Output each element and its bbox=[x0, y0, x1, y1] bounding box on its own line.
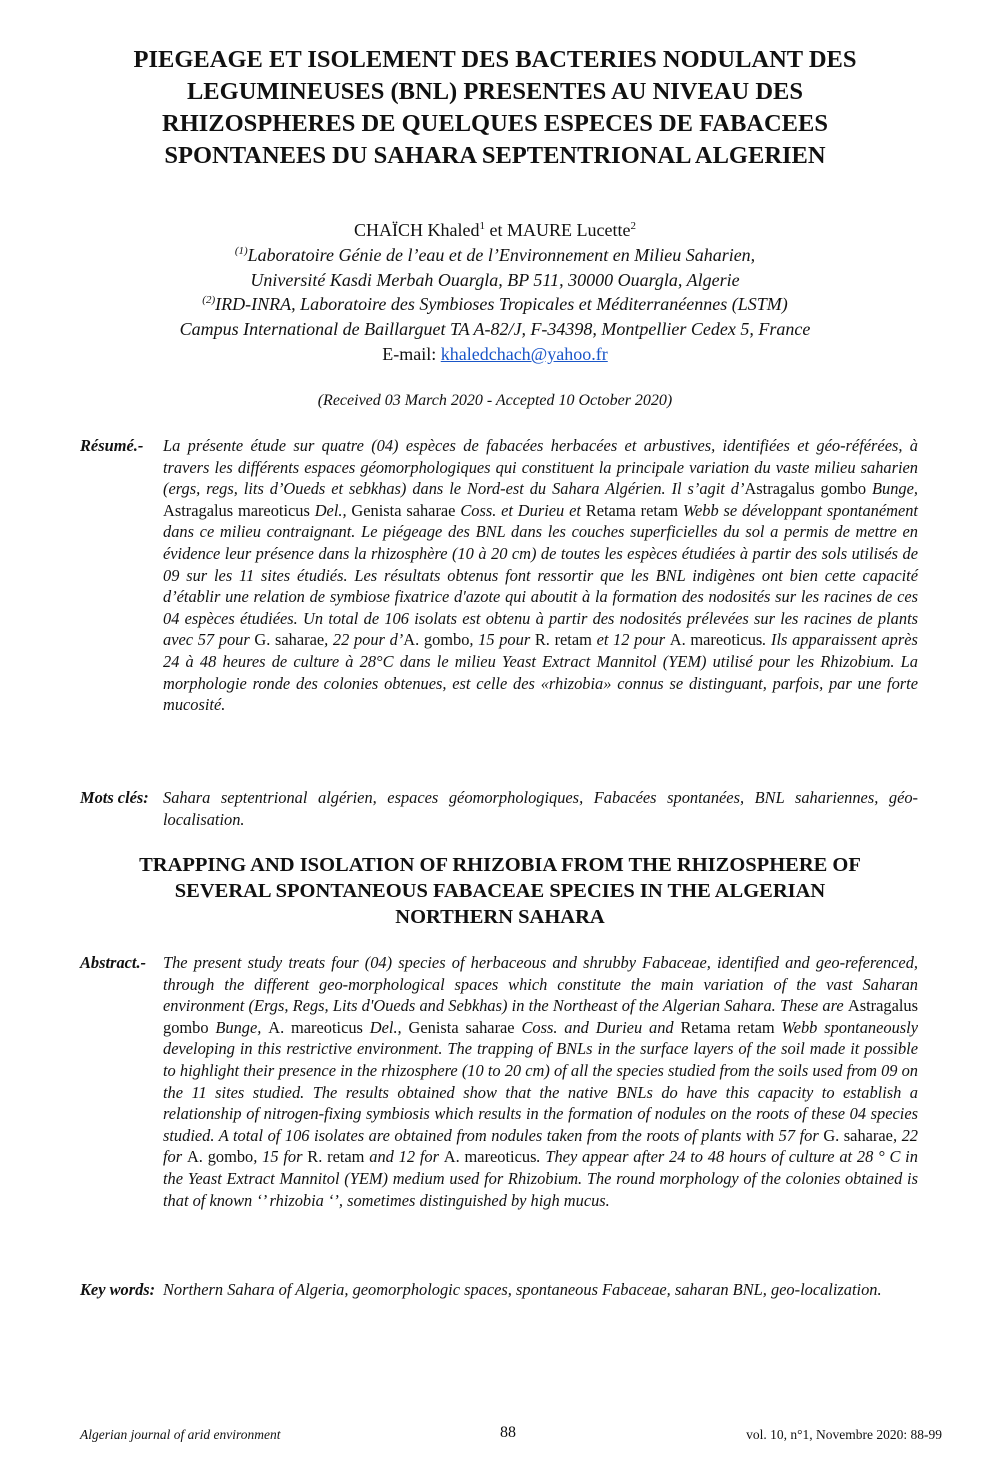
abstract-label: Abstract.- bbox=[80, 953, 147, 972]
french-title-line: RHIZOSPHERES DE QUELQUES ESPECES DE FABACEES bbox=[162, 110, 828, 137]
species-authority: Coss. and Durieu and bbox=[521, 1017, 674, 1037]
french-title-line: PIEGEAGE ET ISOLEMENT DES BACTERIES NODULANT DES bbox=[133, 46, 857, 73]
affiliation-1 bbox=[60, 243, 930, 268]
abstract-text-span: . They appear after 24 to 48 hours of culture at 28 ° C in the Yeast Extract Mannitol (YEM) medium used for Rhizobium. The round morphology of the colonies obtained is that of known ‘’ rhizobia ‘’, sometimes distinguished by high mucus. bbox=[163, 1147, 918, 1210]
key-words-label: Key words: bbox=[80, 1280, 156, 1299]
english-title bbox=[75, 852, 925, 930]
abstract-text bbox=[163, 952, 918, 1211]
affiliation-1-address: Université Kasdi Merbah Ouargla, BP 511, 30000 Ouargla, Algerie bbox=[250, 269, 740, 290]
email-link[interactable]: khaledchach@yahoo.fr bbox=[440, 343, 608, 364]
english-title-line: NORTHERN SAHARA bbox=[395, 906, 605, 928]
english-title-line: SEVERAL SPONTANEOUS FABACEAE SPECIES IN THE ALGERIAN bbox=[174, 880, 826, 902]
species-name: Astragalus gombo bbox=[744, 479, 867, 499]
footer-journal-name: Algerian journal of arid environment bbox=[80, 1427, 281, 1442]
species-name: A. mareoticus bbox=[669, 630, 763, 650]
french-title-line: SPONTANEES DU SAHARA SEPTENTRIONAL ALGERIEN bbox=[164, 142, 826, 169]
affiliation-2 bbox=[60, 292, 930, 317]
species-authority: Coss. et Durieu et bbox=[460, 500, 581, 520]
footer-page-number: 88 bbox=[500, 1424, 516, 1441]
mots-cles-text: Sahara septentrional algérien, espaces géomorphologiques, Fabacées spontanées, BNL sahariennes, géo-localisation. bbox=[163, 788, 918, 829]
key-words-text: Northern Sahara of Algeria, geomorphologic spaces, spontaneous Fabaceae, saharan BNL, geo-localization. bbox=[163, 1280, 882, 1299]
mots-cles-label: Mots clés: bbox=[80, 788, 149, 807]
affiliation-2-address: Campus International de Baillarguet TA A-82/J, F-34398, Montpellier Cedex 5, France bbox=[179, 319, 811, 340]
species-name: Astragalus mareoticus bbox=[163, 500, 310, 520]
french-title bbox=[60, 44, 930, 172]
affiliation-marker: (1) bbox=[234, 244, 248, 257]
species-name: R. retam bbox=[534, 630, 592, 650]
resume-text-span: Webb se développant spontanément dans ce milieu contraignant. Le piégeage des BNL dans les couches superficielles du sol a permis de mettre en évidence leur présence dans la rhizosphère (10 à 20 cm) de toutes les espèces étudiées à partir des sols utilisés de 09 sur les 11 sites étudiés. Les résultats obtenus font ressortir que les BNL indigènes ont bien cette capacité d’établir une relation de symbiose fixatrice d'azote qui aboutit à la formation des nodosités sur les racines de ces 04 espèces étudiées. Un total de 106 isolats est obtenu à partir des nodosités prélevées sur les racines de plants avec 57 pour bbox=[163, 500, 918, 650]
resume-text-span: La présente étude sur quatre (04) espèces de fabacées herbacées et arbustives, identifiées et géo-référées, à travers les différents espaces géomorphologiques qui constituent la principale variation du vaste milieu saharien (ergs, regs, lits d’Oueds et sebkhas) dans le Nord-est du Sahara Algérien. Il s’agit d’ bbox=[163, 436, 918, 499]
english-title-line: TRAPPING AND ISOLATION OF RHIZOBIA FROM THE RHIZOSPHERE OF bbox=[139, 854, 861, 876]
email-label: E-mail: bbox=[382, 343, 441, 364]
abstract-text-span: , 15 for bbox=[253, 1147, 303, 1167]
resume-text-span: , 22 pour d’ bbox=[324, 630, 404, 650]
species-name: Astragalus gombo bbox=[163, 996, 918, 1037]
resume-text-span: et 12 pour bbox=[596, 630, 666, 650]
species-name: A. mareoticus bbox=[443, 1147, 537, 1167]
abstract-text-span: , 22 for bbox=[163, 1125, 918, 1167]
french-title-line: LEGUMINEUSES (BNL) PRESENTES AU NIVEAU DES bbox=[186, 78, 804, 105]
affiliation-text: IRD-INRA, Laboratoire des Symbioses Tropicales et Méditerranéennes (LSTM) bbox=[215, 294, 788, 315]
species-name: G. saharae bbox=[823, 1125, 893, 1145]
footer-volume-info: vol. 10, n°1, Novembre 2020: 88-99 bbox=[746, 1427, 942, 1442]
resume-text-span: . Ils apparaissent après 24 à 48 heures de culture à 28°C dans le milieu Yeast Extract Mannitol (YEM) utilisé pour les Rhizobium. La morphologie ronde des colonies obtenues, est celle des «rhizobia» connus se distinguant, parfois, par une forte mucosité. bbox=[163, 630, 918, 715]
species-authority: Del bbox=[314, 500, 339, 520]
species-authority: Bunge, bbox=[215, 1017, 262, 1037]
abstract-text-span: The present study treats four (04) species of herbaceous and shrubby Fabaceae, identified and geo-referenced, through the different geo-morphological spaces which constitute the main variation of the vast Saharan environment (Ergs, Regs, Lits d'Oueds and Sebkhas) in the Northeast of the Algerian Sahara. These are bbox=[163, 953, 918, 1016]
resume-text: La présente étude sur quatre (04) espèces de fabacées herbacées et arbustives, identifiées et géo-référées, à travers les différents espaces géomorphologiques qui constituent la principale variation du vaste milieu saharien (ergs, regs, lits d’Oueds et sebkhas) dans le Nord-est du Sahara Algérien. Il s’agit d’Astragalus gombo Bunge, Astragalus mareoticus Del., Genista saharae Coss. et Durieu et Retama retam Webb se développant spontanément dans ce milieu contraignant. Le piégeage des BNL dans les couches superficielles du sol a permis de mettre en évidence leur présence dans la rhizosphère (10 à 20 cm) de toutes les espèces étudiées à partir des sols utilisés de 09 sur les 11 sites étudiés. Les résultats obtenus font ressortir que les BNL indigènes ont bien cette capacité d’établir une relation de symbiose fixatrice d'azote qui aboutit à la formation des nodosités sur les racines de ces 04 espèces étudiées. Un total de 106 isolats est obtenu à partir des nodosités prélevées sur les racines de plants avec 57 pour G. saharae, 22 pour d’A. gombo, 15 pour R. retam et 12 pour A. mareoticus. Ils apparaissent après 24 à 48 heures de culture à 28°C dans le milieu Yeast Extract Mannitol (YEM) utilisé pour les Rhizobium. La morphologie ronde des colonies obtenues, est celle des «rhizobia» connus se distinguant, parfois, par une forte mucosité. bbox=[163, 436, 918, 715]
authors-block bbox=[60, 218, 930, 367]
author-name: CHAÏCH Khaled bbox=[354, 220, 480, 240]
species-name: A. gombo bbox=[186, 1147, 254, 1167]
author-name: MAURE Lucette bbox=[507, 220, 631, 240]
species-name: A. gombo bbox=[403, 630, 470, 650]
resume-label: Résumé.- bbox=[80, 436, 144, 455]
affiliation-text: Laboratoire Génie de l’eau et de l’Environnement en Milieu Saharien, bbox=[247, 244, 756, 265]
affiliation-marker: 2 bbox=[630, 220, 636, 232]
email-line bbox=[60, 342, 930, 367]
species-name: A. mareoticus bbox=[268, 1017, 363, 1037]
species-authority: Bunge bbox=[872, 479, 914, 499]
species-name: Genista saharae bbox=[408, 1017, 515, 1037]
author-line bbox=[60, 218, 930, 243]
species-name: Retama retam bbox=[585, 500, 678, 520]
resume-text-span: , 15 pour bbox=[469, 630, 531, 650]
species-name: R. retam bbox=[307, 1147, 365, 1167]
received-accepted-dates: (Received 03 March 2020 - Accepted 10 October 2020) bbox=[317, 392, 673, 409]
species-name: Retama retam bbox=[680, 1017, 775, 1037]
species-name: Genista saharae bbox=[351, 500, 456, 520]
species-authority: Del., bbox=[369, 1017, 402, 1037]
author-joiner: et bbox=[485, 220, 507, 240]
abstract-text-span: and 12 for bbox=[369, 1147, 439, 1167]
species-name: G. saharae bbox=[254, 630, 325, 650]
abstract-text-span: Webb spontaneously developing in this restrictive environment. The trapping of BNLs in the surface layers of the soil made it possible to highlight their presence in the rhizosphere (10 to 20 cm) of all the species studied from the soils used from 09 on the 11 sites studied. The results obtained show that the native BNLs do have this capacity to establish a relationship of nitrogen-fixing symbiosis which results in the formation of nodules on the roots of these 04 species studied. A total of 106 isolates are obtained from nodules taken from the roots of plants with 57 for bbox=[163, 1017, 918, 1145]
affiliation-marker: 1 bbox=[479, 220, 485, 232]
affiliation-marker: (2) bbox=[202, 294, 216, 307]
